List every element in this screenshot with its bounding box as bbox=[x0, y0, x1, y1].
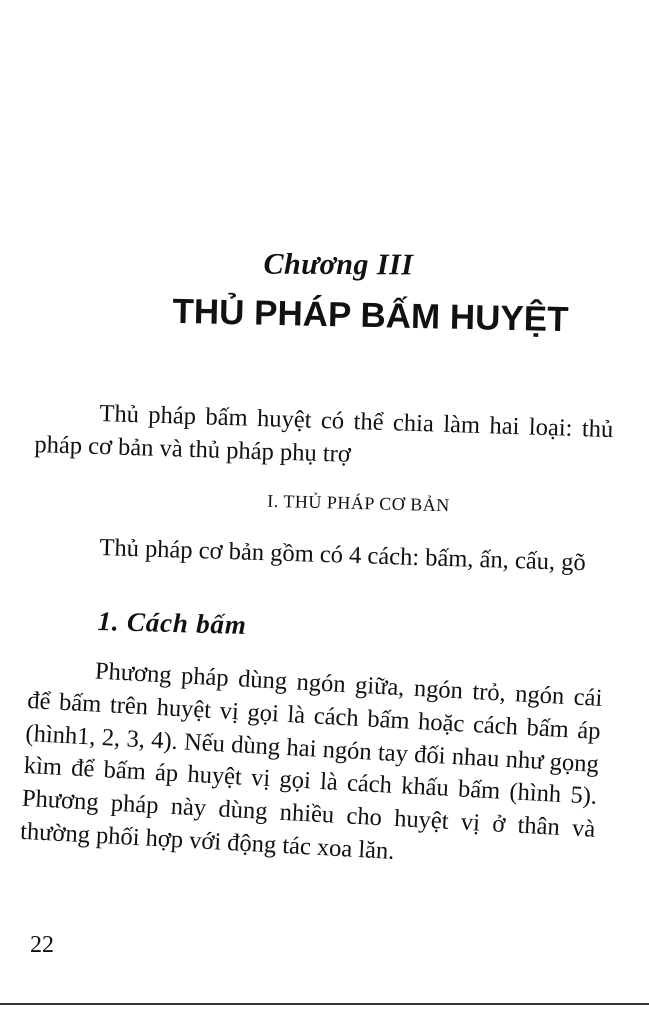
chapter-title: THỦ PHÁP BẤM HUYỆT bbox=[172, 291, 569, 340]
intro-paragraph: Thủ pháp bấm huyệt có thể chia làm hai loại: thủ pháp cơ bản và thủ pháp phụ trợ bbox=[34, 400, 614, 468]
section-paragraph: Thủ pháp cơ bản gồm có 4 cách: bấm, ấn, cấu, gõ bbox=[99, 534, 587, 577]
section-heading: I. THỦ PHÁP CƠ BẢN bbox=[267, 490, 450, 516]
page-number: 22 bbox=[30, 932, 54, 958]
subsection-heading: 1. Cách bấm bbox=[97, 606, 248, 640]
subsection-paragraph: Phương pháp dùng ngón giữa, ngón trỏ, ngón cái để bấm trên huyệt vị gọi là cách bấm hoặc cách bấm áp (hình1, 2, 3, 4). Nếu dùng hai ngón tay đối nhau như gọng kìm để bấm áp huyệt vị gọi là cách khấu bấm (hình 5). Phương pháp này dùng nhiều cho huyệt vị ở thân và thường phối hợp với động tác xoa lăn. bbox=[19, 657, 604, 866]
chapter-label: Chương III bbox=[263, 247, 414, 282]
page-bottom-rule bbox=[0, 1003, 649, 1005]
